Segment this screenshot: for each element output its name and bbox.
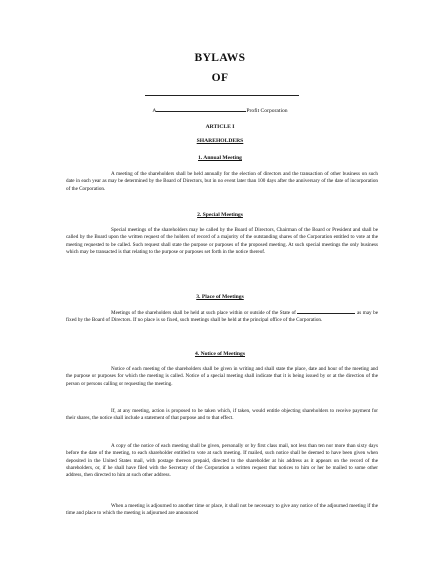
section-1-paragraph: A meeting of the shareholders shall be held annually for the election of directors and the transaction of other business on such date in each year as may be determined by the Board of Directors, but in no event later than 100 days after the anniversary of the date of incorporation of the Corporation. bbox=[66, 171, 378, 192]
state-blank bbox=[297, 309, 355, 314]
section-3-text-b: as may be fixed by the Board of Directors. If no place is so fixed, such meetings shall be held at the principal office of the Corporation. bbox=[66, 310, 378, 324]
section-4-heading: 4. Notice of Meetings bbox=[194, 351, 246, 357]
section-4-paragraph-4: When a meeting is adjourned to another time or place, it shall not be necessary to give any notice of the adjourned meeting if the time and place to which the meeting is adjourned are announced bbox=[66, 503, 378, 517]
corporation-name-blank bbox=[156, 106, 246, 112]
section-4-paragraph-1: Notice of each meeting of the shareholders shall be given in writing and shall state the place, date and hour of the meeting and the purpose or purposes for which the meeting is called. Notice of a special meeting shall indicate that it is being issued by or at the direction of the person or persons calling or requesting the meeting. bbox=[66, 366, 378, 387]
document-title-of: OF bbox=[211, 72, 229, 84]
section-4-paragraph-2: If, at any meeting, action is proposed to be taken which, if taken, would entitle objecting shareholders to receive payment for their shares, the notice shall include a statement of that purpose and to that effect. bbox=[66, 408, 378, 422]
section-1-heading: 1. Annual Meeting bbox=[198, 155, 242, 161]
section-3-heading: 3. Place of Meetings bbox=[196, 294, 244, 300]
title-underline bbox=[145, 95, 299, 96]
document-title: BYLAWS bbox=[194, 52, 246, 64]
section-2-heading: 2. Special Meetings bbox=[197, 212, 243, 218]
corporation-line bbox=[0, 106, 440, 114]
corporation-suffix: Profit Corporation bbox=[246, 108, 288, 114]
section-3-text-a: Meetings of the shareholders shall be held at such place within or outside of the State of bbox=[111, 310, 296, 316]
corporation-prefix: A bbox=[152, 108, 157, 114]
section-2-paragraph: Special meetings of the shareholders may be called by the Board of Directors, Chairman of the Board or President and shall be called by the Board upon the written request of the holders of record of a majority of the outstanding shares of the Corporation entitled to vote at the meeting requested to be called. Such request shall state the purpose or purposes of the proposed meeting. At such special meetings the only business which may be transacted is that relating to the purpose or purposes set forth in the notice thereof. bbox=[66, 227, 378, 255]
article-title: SHAREHOLDERS bbox=[196, 138, 244, 144]
section-4-paragraph-3: A copy of the notice of each meeting shall be given, personally or by first class mail, not less than ten nor more than sixty days before the date of the meeting, to each shareholder entitled to vote at such meeting. If mailed, such notice shall be deemed to have been given when deposited in the United States mail, with postage thereon prepaid, directed to the shareholder at his address as it appears on the record of the shareholders, or, if he shall have filed with the Secretary of the Corporation a written request that notices to him or her be mailed to some other address, then directed to him at such other address. bbox=[66, 443, 378, 479]
article-heading: ARTICLE I bbox=[205, 124, 235, 130]
section-3-paragraph bbox=[66, 309, 378, 325]
